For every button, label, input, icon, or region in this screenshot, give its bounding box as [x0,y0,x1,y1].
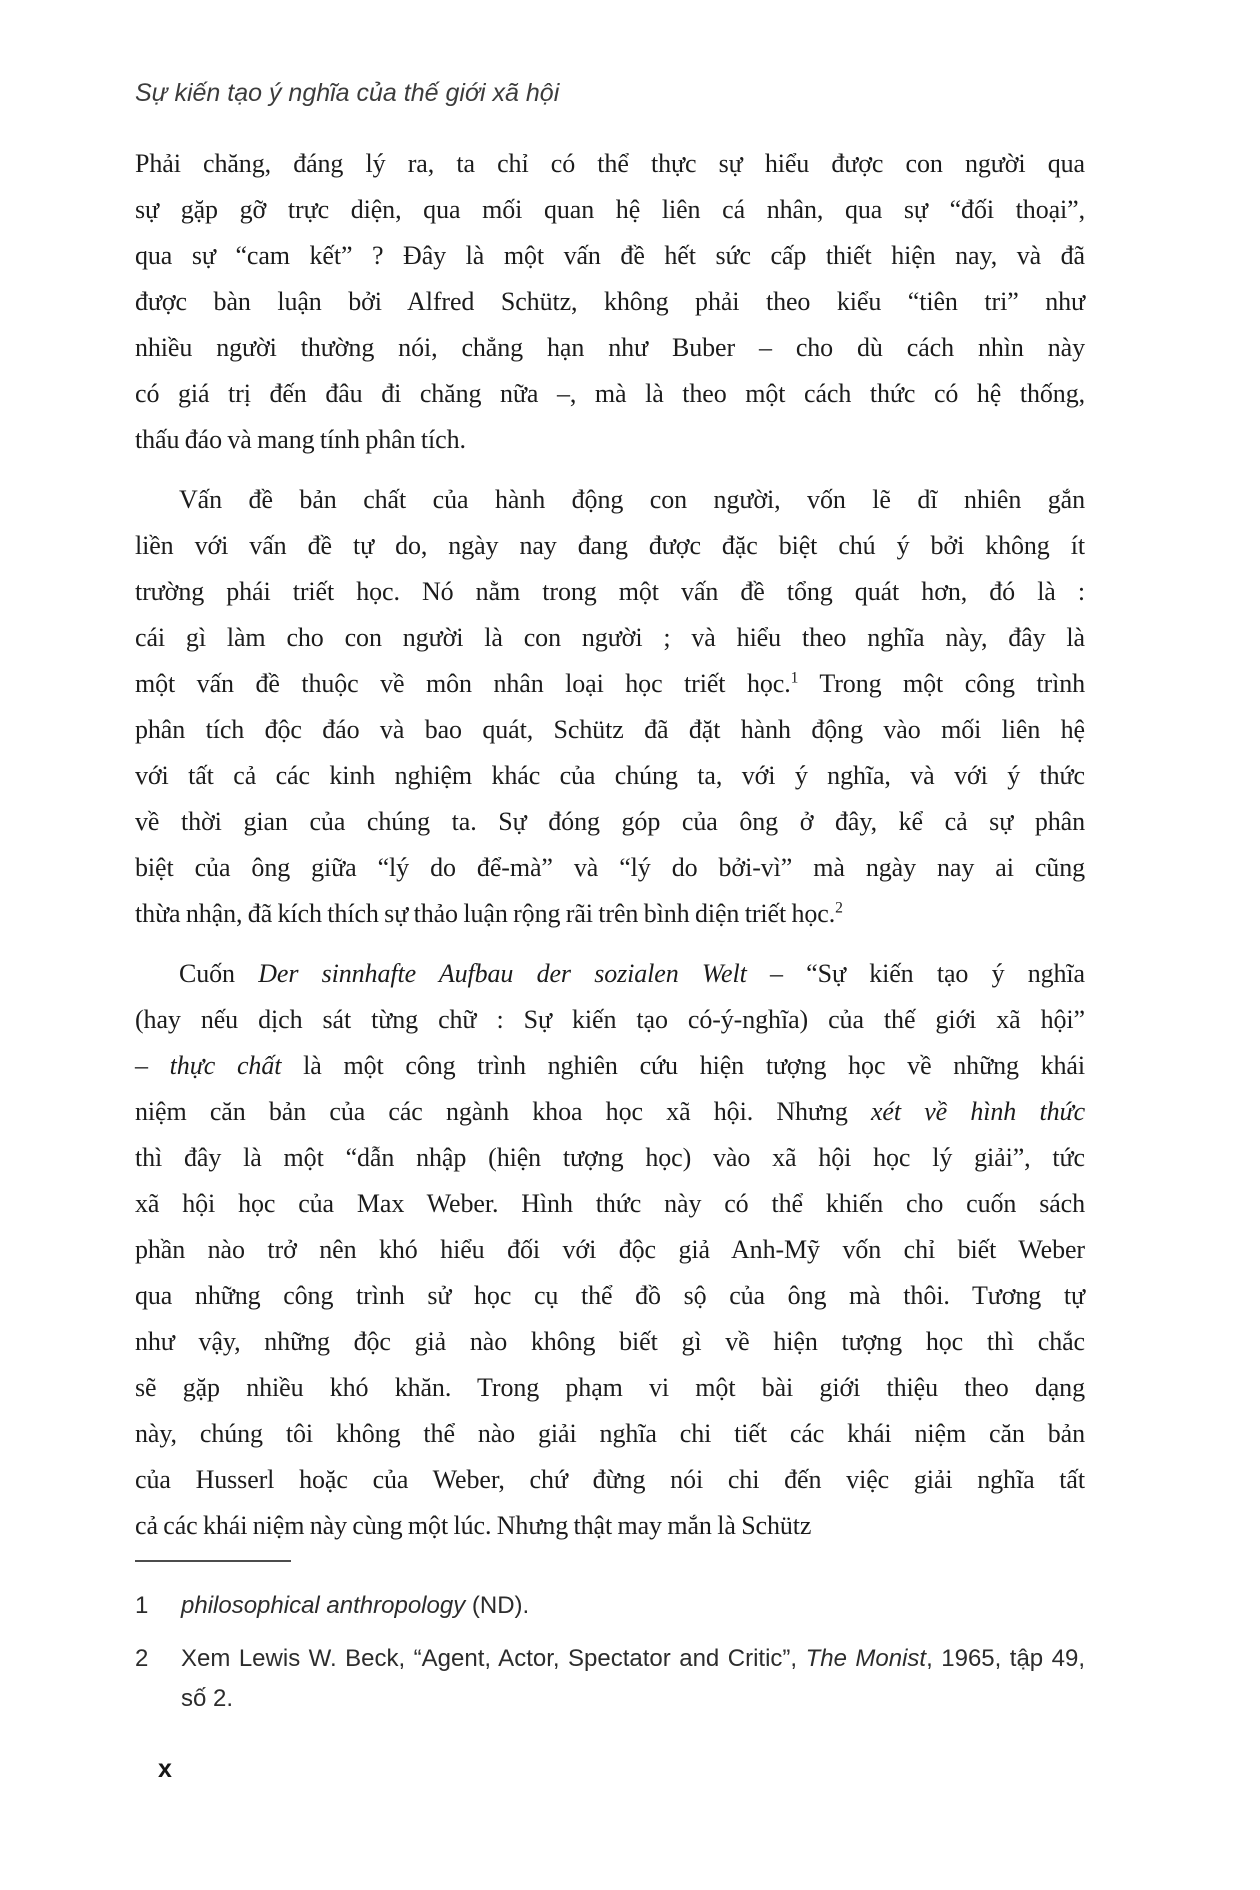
text-segment: phần nào trở nên khó hiểu đối với độc giả Anh-Mỹ vốn chỉ biết Weber [135,1235,1085,1264]
text-line [135,523,1085,569]
paragraph [135,477,1085,937]
text-line [135,1135,1085,1181]
text-segment: Trong một công trình [798,669,1085,698]
text-line [135,661,1085,707]
text-line [135,1227,1085,1273]
text-line [135,569,1085,615]
text-segment: cái gì làm cho con người là con người ; và hiểu theo nghĩa này, đây là [135,623,1085,652]
footnote [135,1586,1085,1626]
text-line [135,997,1085,1043]
text-line [135,417,1085,463]
text-line [135,279,1085,325]
text-segment: qua những công trình sử học cụ thể đồ sộ của ông mà thôi. Tương tự [135,1281,1085,1310]
text-segment: thực chất [169,1051,282,1080]
text-segment: liền với vấn đề tự do, ngày nay đang được đặc biệt chú ý bởi không ít [135,531,1085,560]
text-segment: (ND). [465,1592,530,1619]
page-number: x [158,1755,172,1783]
text-line [135,799,1085,845]
text-segment: như vậy, những độc giả nào không biết gì về hiện tượng học thì chắc [135,1327,1085,1356]
text-line [135,141,1085,187]
footnote [135,1639,1085,1719]
paragraph [135,141,1085,463]
footnote-number: 1 [135,1592,149,1619]
text-line [135,1089,1085,1135]
body-text [135,141,1085,1549]
text-line [135,477,1085,523]
text-line [135,891,1085,937]
text-segment: trường phái triết học. Nó nằm trong một vấn đề tổng quát hơn, đó là : [135,577,1085,606]
text-segment: xã hội học của Max Weber. Hình thức này có thể khiến cho cuốn sách [135,1189,1085,1218]
text-segment: của Husserl hoặc của Weber, chứ đừng nói chi đến việc giải nghĩa tất [135,1465,1085,1494]
text-line [135,1503,1085,1549]
text-segment: thừa nhận, đã kích thích sự thảo luận rộng rãi trên bình diện triết học. [135,899,836,928]
text-segment: là một công trình nghiên cứu hiện tượng học về những khái [281,1051,1085,1080]
text-segment: một vấn đề thuộc về môn nhân loại học triết học. [135,669,791,698]
footnote-number: 2 [135,1645,149,1672]
footnote-text [181,1639,1085,1719]
text-segment: – [135,1051,170,1080]
text-segment: sự gặp gỡ trực diện, qua mối quan hệ liên cá nhân, qua sự “đối thoại”, [135,195,1085,224]
text-segment: cả các khái niệm này cùng một lúc. Nhưng thật may mắn là Schütz [135,1511,812,1540]
text-segment: này, chúng tôi không thể nào giải nghĩa chi tiết các khái niệm căn bản [135,1419,1085,1448]
text-line [135,951,1085,997]
text-line [135,1365,1085,1411]
text-segment: Cuốn [179,959,259,988]
text-segment: , 1965, tập 49, số 2. [181,1645,1085,1712]
text-line [135,615,1085,661]
text-segment: (hay nếu dịch sát từng chữ : Sự kiến tạo có-ý-nghĩa) của thế giới xã hội” [135,1005,1085,1034]
text-line [135,753,1085,799]
footnote-marker: 1 [790,669,799,687]
paragraph [135,951,1085,1549]
running-header: Sự kiến tạo ý nghĩa của thế giới xã hội [135,79,560,107]
text-segment: – “Sự kiến tạo ý nghĩa [746,959,1085,988]
footnote-marker: 2 [835,899,843,917]
text-segment: biệt của ông giữa “lý do để-mà” và “lý do bởi-vì” mà ngày nay ai cũng [135,853,1085,882]
text-line [135,233,1085,279]
text-line [135,325,1085,371]
text-segment: thì đây là một “dẫn nhập (hiện tượng học) vào xã hội học lý giải”, tức [135,1143,1085,1172]
text-segment: Der sinnhafte Aufbau der sozialen Welt [258,959,747,988]
text-segment: thấu đáo và mang tính phân tích. [135,425,466,454]
text-line [135,1411,1085,1457]
text-segment: Phải chăng, đáng lý ra, ta chỉ có thể thực sự hiểu được con người qua [135,149,1085,178]
text-segment: sẽ gặp nhiều khó khăn. Trong phạm vi một bài giới thiệu theo dạng [135,1373,1085,1402]
text-segment: Xem Lewis W. Beck, “Agent, Actor, Spectator and Critic”, [181,1645,806,1672]
footnote-list [135,1586,1085,1719]
text-line [135,187,1085,233]
text-segment: được bàn luận bởi Alfred Schütz, không phải theo kiểu “tiên tri” như [135,287,1085,316]
text-segment: niệm căn bản của các ngành khoa học xã hội. Nhưng [135,1097,871,1126]
text-line [135,371,1085,417]
footnote-text [181,1586,1085,1626]
text-line [135,1273,1085,1319]
text-line [135,1457,1085,1503]
text-segment: có giá trị đến đâu đi chăng nữa –, mà là theo một cách thức có hệ thống, [135,379,1085,408]
text-line [135,1181,1085,1227]
text-segment: philosophical anthropology [181,1592,466,1619]
text-line [135,707,1085,753]
text-line [135,1043,1085,1089]
text-segment: xét về hình thức [870,1097,1086,1126]
footnote-separator [135,1560,291,1562]
text-segment: qua sự “cam kết” ? Đây là một vấn đề hết sức cấp thiết hiện nay, và đã [135,241,1085,270]
footnotes [135,1560,1085,1732]
text-segment: nhiều người thường nói, chẳng hạn như Buber – cho dù cách nhìn này [135,333,1085,362]
text-segment: với tất cả các kinh nghiệm khác của chúng ta, với ý nghĩa, và với ý thức [135,761,1085,790]
text-segment: về thời gian của chúng ta. Sự đóng góp của ông ở đây, kể cả sự phân [135,807,1085,836]
text-segment: Vấn đề bản chất của hành động con người, vốn lẽ dĩ nhiên gắn [179,485,1085,514]
text-line [135,845,1085,891]
text-line [135,1319,1085,1365]
text-segment: phân tích độc đáo và bao quát, Schütz đã đặt hành động vào mối liên hệ [135,715,1085,744]
text-segment: The Monist [805,1645,927,1672]
